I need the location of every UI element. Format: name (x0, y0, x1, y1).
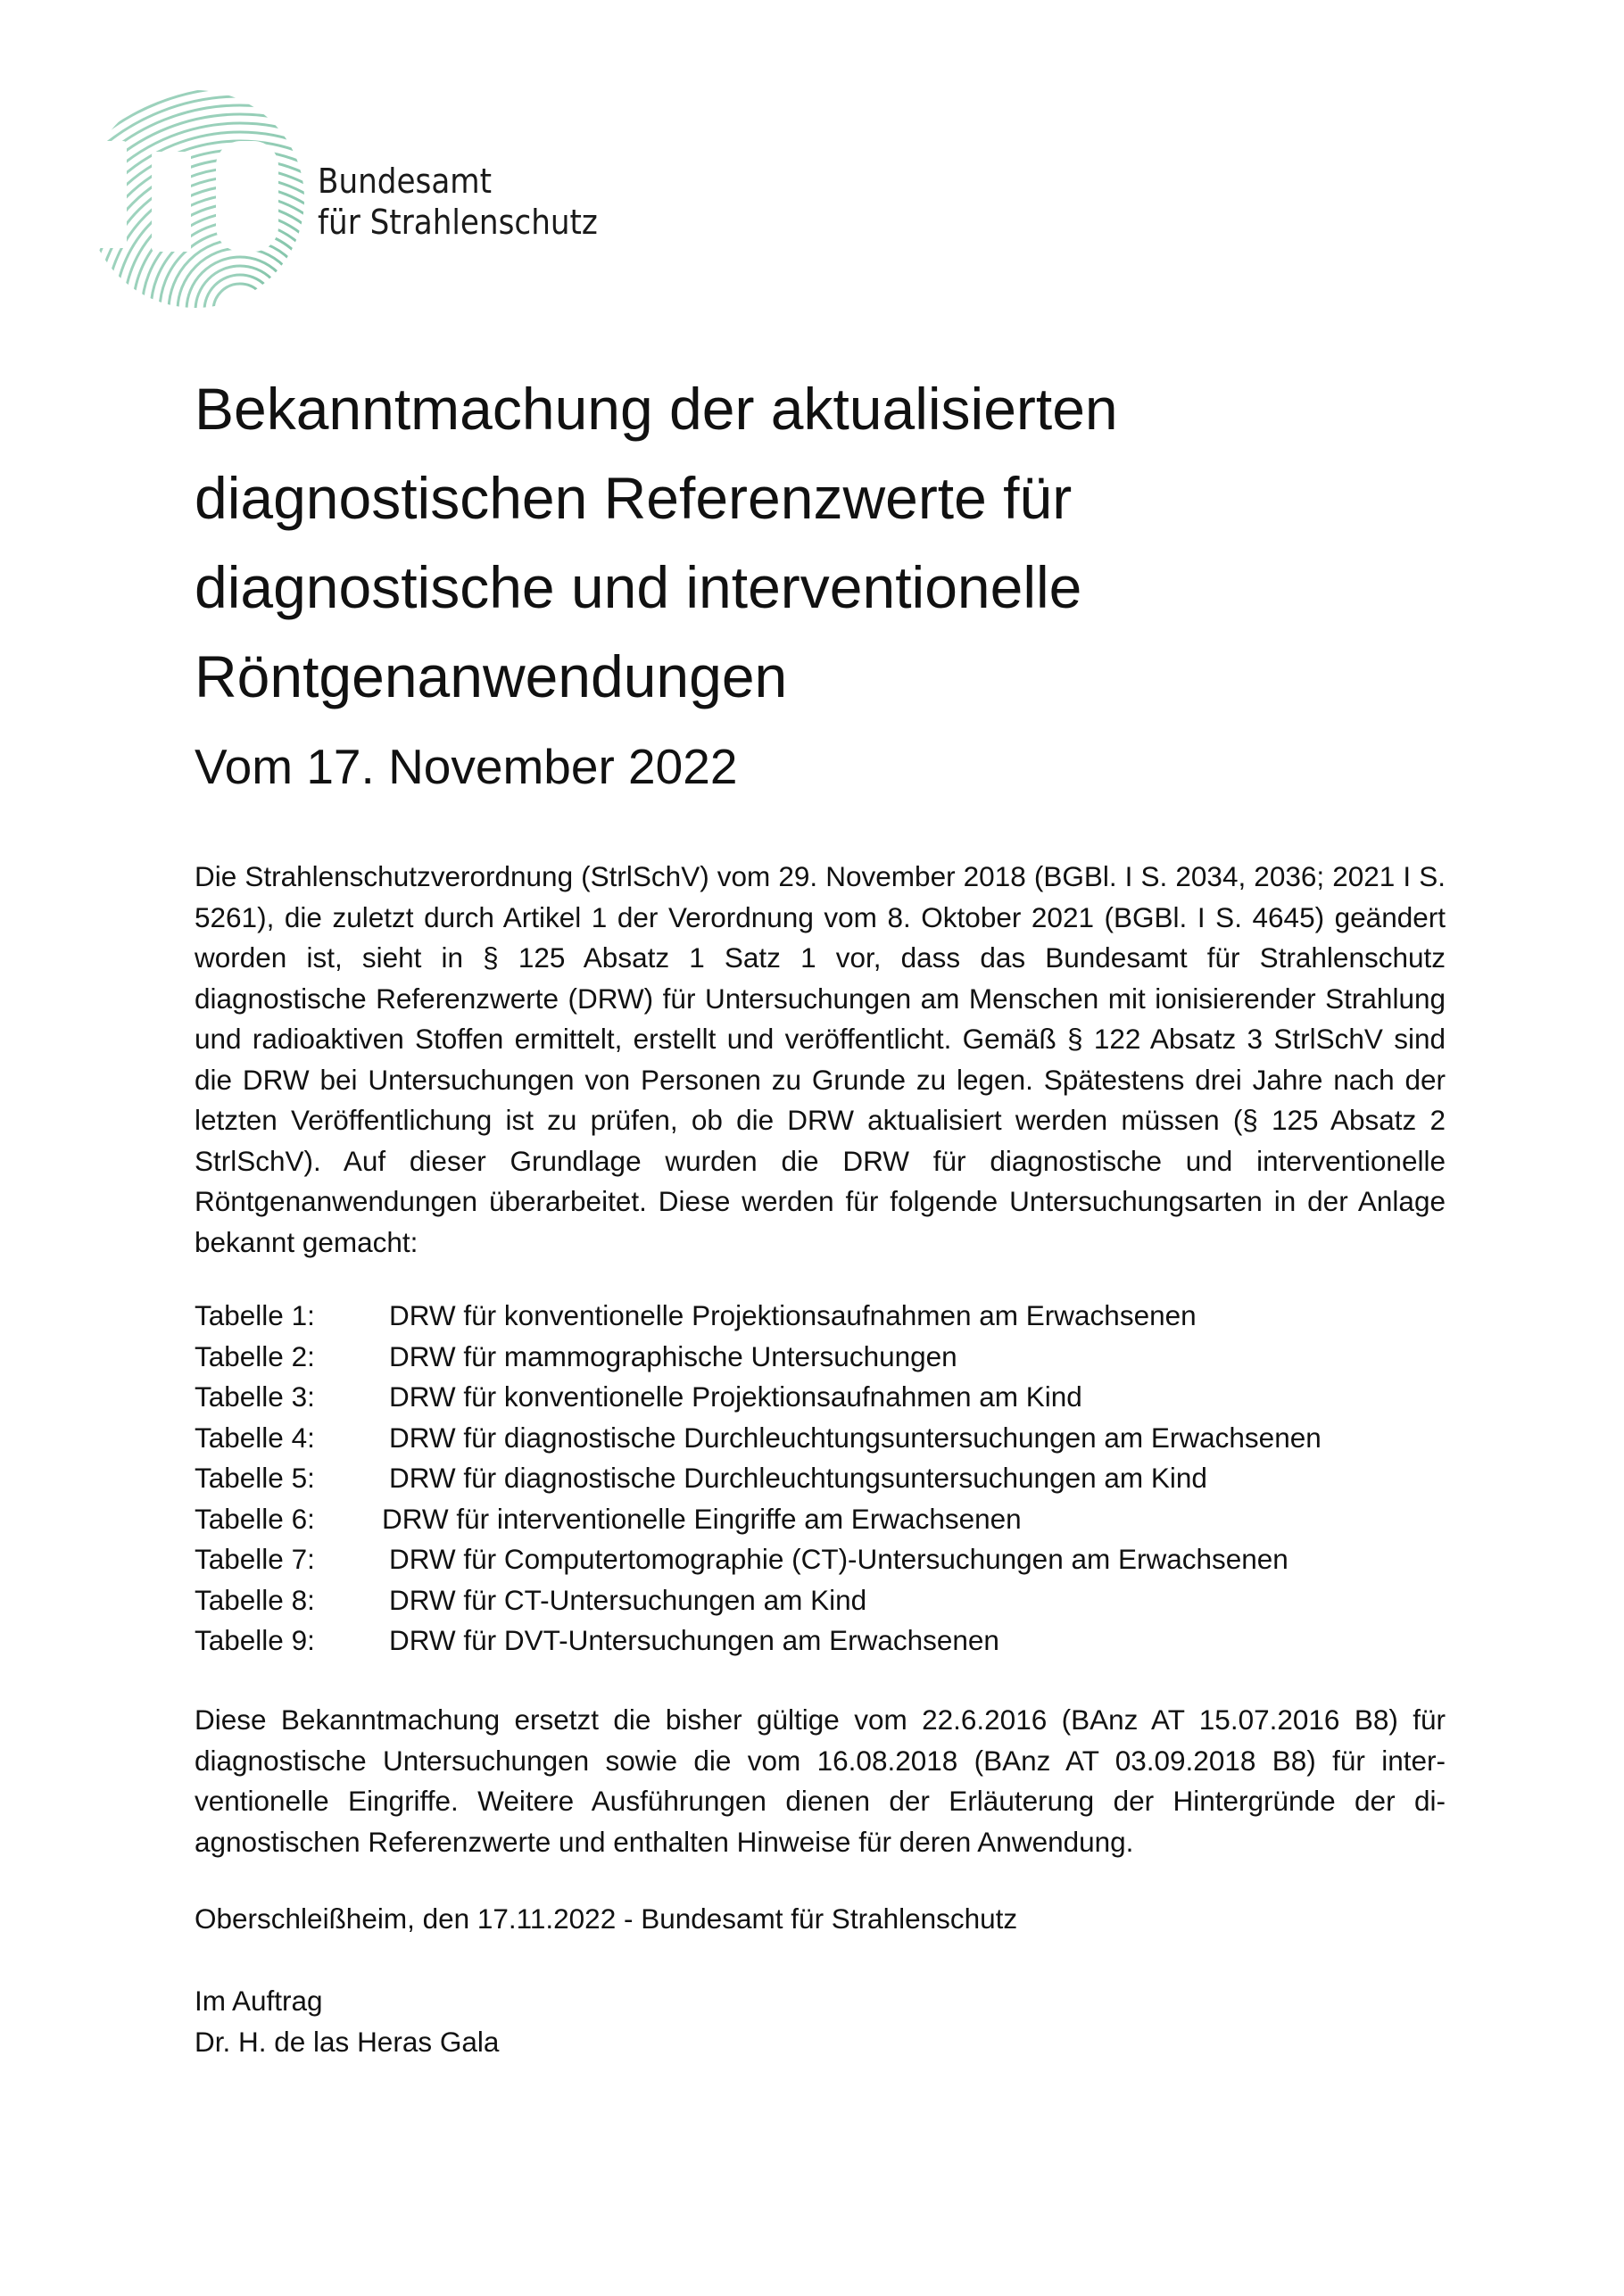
table-description: DRW für konventionelle Projektionsaufnahmen am Kind (389, 1380, 1082, 1413)
logo-line-2: für Strahlenschutz (318, 203, 598, 242)
title-line-3: diagnostische und interventionelle (195, 554, 1082, 620)
list-item (195, 1337, 1322, 1378)
table-description: DRW für mammographische Untersuchungen (389, 1339, 957, 1372)
list-item (195, 1458, 1322, 1499)
table-label: Tabelle 1: (195, 1299, 315, 1331)
table-description: DRW für diagnostische Durchleuchtungsuntersuchungen am Kind (389, 1462, 1207, 1494)
table-description: DRW für konventionelle Projektionsaufnahmen am Erwachsenen (389, 1299, 1197, 1331)
list-item (195, 1620, 1322, 1662)
table-description: DRW für interventionelle Eingriffe am Erwachsenen (382, 1502, 1022, 1535)
list-item (195, 1499, 1322, 1540)
signature-block (195, 1981, 499, 2062)
table-label: Tabelle 6: (195, 1502, 315, 1535)
table-label: Tabelle 3: (195, 1380, 315, 1413)
bfs-logo-mark-icon (84, 87, 307, 311)
table-label: Tabelle 4: (195, 1421, 315, 1454)
list-item (195, 1418, 1322, 1459)
title-line-4: Röntgenanwendungen (195, 643, 788, 709)
replacement-paragraph: Diese Bekanntmachung ersetzt die bisher gültige vom 22.6.2016 (BAnz AT 15.07.2016 B8) für diagnostische Untersuchungen sowie die vom 16.08.2018 (BAnz AT 03.09.2018 B8) für interventionelle Eingriffe. Weitere Ausführungen dienen der Erläuterung der Hintergründe der diagnostischen Referenzwerte und enthalten Hinweise für deren Anwendung. (195, 1703, 1446, 1858)
table-label: Tabelle 8: (195, 1583, 315, 1616)
signature-line-2: Dr. H. de las Heras Gala (195, 2025, 500, 2058)
table-list (195, 1296, 1322, 1662)
table-description: DRW für Computertomographie (CT)-Untersuchungen am Erwachsenen (389, 1543, 1288, 1575)
place-date-line: Oberschleißheim, den 17.11.2022 - Bundesamt für Strahlenschutz (195, 1902, 1018, 1935)
title-line-2: diagnostischen Referenzwerte für (195, 465, 1073, 531)
bfs-logo (84, 87, 619, 311)
table-label: Tabelle 7: (195, 1543, 315, 1575)
table-description: DRW für diagnostische Durchleuchtungsuntersuchungen am Erwachsenen (389, 1421, 1322, 1454)
logo-wordmark (318, 161, 598, 243)
table-description: DRW für CT-Untersuchungen am Kind (389, 1583, 867, 1616)
list-item (195, 1377, 1322, 1418)
document-title (195, 364, 1488, 721)
table-description: DRW für DVT-Untersuchungen am Erwachsenen (389, 1624, 999, 1656)
table-label: Tabelle 9: (195, 1624, 315, 1656)
document-date-subtitle: Vom 17. November 2022 (195, 739, 738, 794)
logo-line-1: Bundesamt (318, 162, 493, 201)
list-item (195, 1296, 1322, 1337)
title-line-1: Bekanntmachung der aktualisierten (195, 376, 1118, 442)
list-item (195, 1580, 1322, 1621)
signature-line-1: Im Auftrag (195, 1985, 323, 2017)
table-label: Tabelle 2: (195, 1339, 315, 1372)
intro-paragraph: Die Strahlenschutzverordnung (StrlSchV) vom 29. November 2018 (BGBl. I S. 2034, 2036; 2021 I S. 5261), die zuletzt durch Artikel 1 der Verordnung vom 8. Oktober 2021 (BGBl. I S. 4645) geändert worden ist, sieht in § 125 Absatz 1 Satz 1 vor, dass das Bundesamt für Strahlenschutz diagnostische Referenzwerte (DRW) für Untersuchungen am Menschen mit ionisierender Strahlung und radioaktiven Stoffen ermittelt, erstellt und veröffentlicht. Gemäß § 122 Absatz 3 StrlSchV sind die DRW bei Untersuchungen von Personen zu Grunde zu legen. Spätestens drei Jahre nach der letzten Veröffentlichung ist zu prüfen, ob die DRW aktualisiert werden müssen (§ 125 Absatz 2 StrlSchV). Auf dieser Grundlage wurden die DRW für diagnostische und interventionelle Röntgenanwendungen überarbeitet. Diese werden für folgende Untersuchungsarten in der Anlage bekannt gemacht: (195, 860, 1446, 1258)
list-item (195, 1539, 1322, 1580)
table-label: Tabelle 5: (195, 1462, 315, 1494)
